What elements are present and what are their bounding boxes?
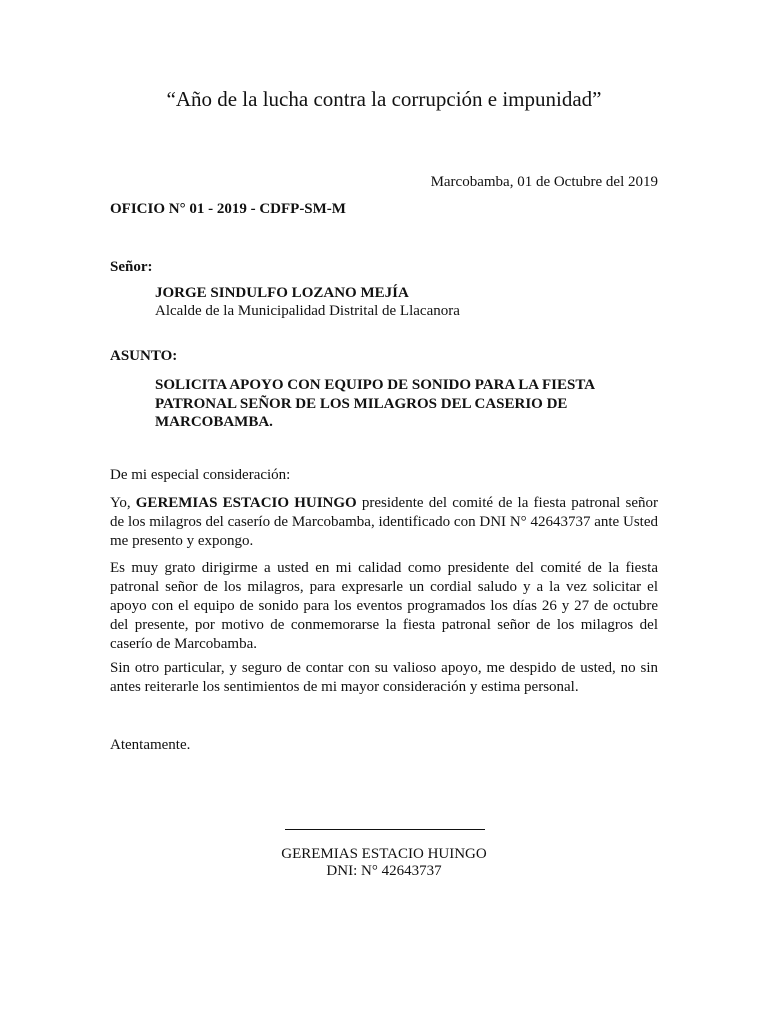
signer-name: GEREMIAS ESTACIO HUINGO (281, 846, 487, 862)
oficio-reference: OFICIO N° 01 - 2019 - CDFP-SM-M (110, 201, 346, 217)
body-paragraph-2: Es muy grato dirigirme a usted en mi calidad como presidente del comité de la fiesta patronal señor de los milagros, para expresarle un cordial saludo y a la vez solicitar el apoyo con el equipo de sonido para los eventos programados los días 26 y 27 de octubre del presente, por motivo de conmemorarse la fiesta patronal señor de los milagros del caserío de Marcobamba. (110, 560, 658, 652)
body-paragraph-3: Sin otro particular, y seguro de contar con su valioso apoyo, me despido de usted, no sin antes reiterarle los sentimientos de mi mayor consideración y estima personal. (110, 660, 658, 695)
subject-text: SOLICITA APOYO CON EQUIPO DE SONIDO PARA LA FIESTA PATRONAL SEÑOR DE LOS MILAGROS DEL CASERIO DE MARCOBAMBA. (155, 377, 595, 430)
subject-label: ASUNTO: (110, 348, 178, 364)
recipient-name: JORGE SINDULFO LOZANO MEJÍA (155, 285, 409, 301)
petitioner-name: GEREMIAS ESTACIO HUINGO (135, 495, 357, 511)
paragraph-1-prefix: Yo, (110, 495, 136, 511)
greeting-label: Señor: (110, 259, 153, 275)
recipient-title: Alcalde de la Municipalidad Distrital de Llacanora (155, 303, 460, 319)
year-motto: “Año de la lucha contra la corrupción e impunidad” (166, 87, 602, 111)
signature-line (285, 829, 485, 830)
signer-dni: DNI: N° 42643737 (326, 863, 442, 879)
body-paragraph-1 (110, 494, 658, 551)
place-date: Marcobamba, 01 de Octubre del 2019 (430, 174, 658, 190)
closing: Atentamente. (110, 737, 191, 753)
paragraph-1-rest: presidente del comité de la fiesta patronal señor de los milagros del caserío de Marcobamba, identificado con DNI N° 42643737 ante Usted me presento y expongo. (110, 495, 659, 549)
salutation: De mi especial consideración: (110, 467, 291, 483)
